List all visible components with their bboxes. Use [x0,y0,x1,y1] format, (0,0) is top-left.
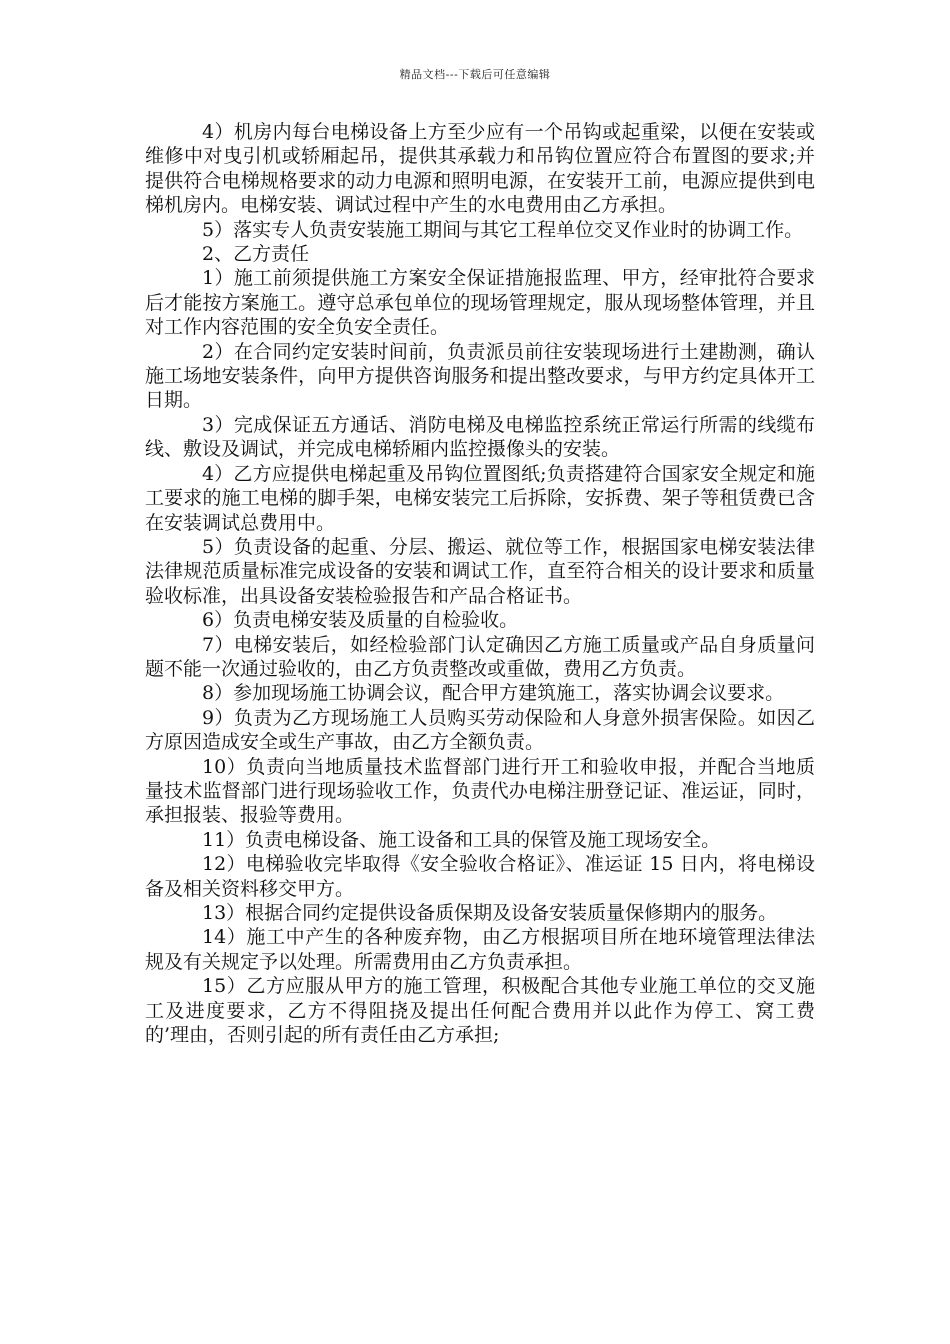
paragraph-b6: 6）负责电梯安装及质量的自检验收。 [202,609,519,632]
paragraph-b1: 1）施工前须提供施工方案安全保证措施报监理、甲方，经审批符合要求后才能按方案施工。遵守总承包单位的现场管理规定，服从现场整体管理，并且对工作内容范围的安全负安全责任。 [145,267,815,339]
paragraph-4-lift-hooks: 4）机房内每台电梯设备上方至少应有一个吊钩或起重梁，以便在安装或维修中对曳引机或轿厢起吊，提供其承载力和吊钩位置应符合布置图的要求;并提供符合电梯规格要求的动力电源和照明电源，在安装开工前，电源应提供到电梯机房内。电梯安装、调试过程中产生的水电费用由乙方承担。 [145,121,815,217]
paragraph-b9: 9）负责为乙方现场施工人员购买劳动保险和人身意外损害保险。如因乙方原因造成安全或生产事故，由乙方全额负责。 [145,706,815,754]
paragraph-b15: 15）乙方应服从甲方的施工管理，积极配合其他专业施工单位的交叉施工及进度要求，乙方不得阻挠及提出任何配合费用并以此作为停工、窝工费的’理由，否则引起的所有责任由乙方承担; [145,975,815,1047]
paragraph-b2: 2）在合同约定安装时间前，负责派员前往安装现场进行土建勘测，确认施工场地安装条件，向甲方提供咨询服务和提出整改要求，与甲方约定具体开工日期。 [145,340,815,412]
document-body [145,120,815,1047]
paragraph-b14: 14）施工中产生的各种废弃物，由乙方根据项目所在地环境管理法律法规及有关规定予以处理。所需费用由乙方负责承担。 [145,926,815,973]
paragraph-b8: 8）参加现场施工协调会议，配合甲方建筑施工，落实协调会议要求。 [202,682,785,705]
paragraph-b10: 10）负责向当地质量技术监督部门进行开工和验收申报，并配合当地质量技术监督部门进行现场验收工作，负责代办电梯注册登记证、准运证，同时，承担报装、报验等费用。 [145,755,815,827]
paragraph-5-coordination: 5）落实专人负责安装施工期间与其它工程单位交叉作业时的协调工作。 [202,218,804,241]
paragraph-b5: 5）负责设备的起重、分层、搬运、就位等工作，根据国家电梯安装法律法律规范质量标准完成设备的安装和调试工作，直至符合相关的设计要求和质量验收标准，出具设备安装检验报告和产品合格证书。 [145,535,815,607]
paragraph-b13: 13）根据合同约定提供设备质保期及设备安装质量保修期内的服务。 [202,902,778,924]
paragraph-b11: 11）负责电梯设备、施工设备和工具的保管及施工现场安全。 [202,828,721,851]
paragraph-b7: 7）电梯安装后，如经检验部门认定确因乙方施工质量或产品自身质量问题不能一次通过验收的，由乙方负责整改或重做，费用乙方负责。 [145,633,815,680]
paragraph-b4: 4）乙方应提供电梯起重及吊钩位置图纸;负责搭建符合国家安全规定和施工要求的施工电梯的脚手架，电梯安装完工后拆除，安拆费、架子等租赁费已含在安装调试总费用中。 [145,462,815,534]
paragraph-b12: 12）电梯验收完毕取得《安全验收合格证》、准运证 15 日内，将电梯设备及相关资料移交甲方。 [145,853,815,900]
paragraph-b3: 3）完成保证五方通话、消防电梯及电梯监控系统正常运行所需的线缆布线、敷设及调试，并完成电梯轿厢内监控摄像头的安装。 [145,413,815,461]
section-heading-party-b: 2、乙方责任 [202,243,310,266]
page-header: 精品文档---下载后可任意编辑 [399,68,551,81]
